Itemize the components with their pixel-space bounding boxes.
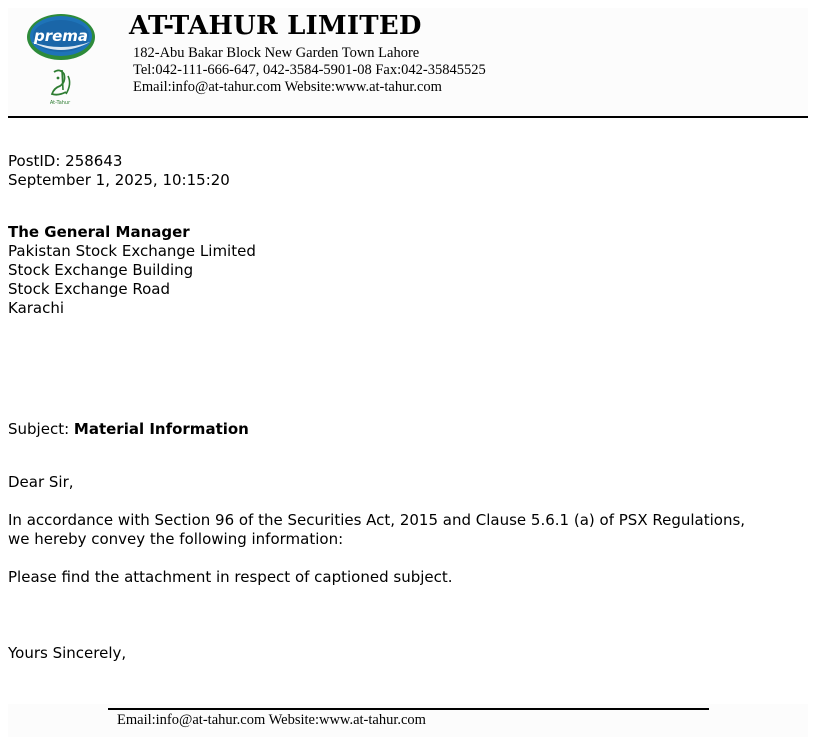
company-name: AT-TAHUR LIMITED xyxy=(129,11,422,41)
footer-contact: Email:info@at-tahur.com Website:www.at-tahur.com xyxy=(117,712,426,728)
footer-divider xyxy=(108,708,709,710)
salutation: Dear Sir, xyxy=(8,473,74,491)
header-divider xyxy=(8,116,808,118)
post-id: PostID: 258643 xyxy=(8,152,123,170)
recipient-line-3: Stock Exchange Road xyxy=(8,280,170,298)
footer xyxy=(8,704,808,737)
recipient-line-1: Pakistan Stock Exchange Limited xyxy=(8,242,256,260)
subject-line xyxy=(8,420,249,439)
prema-logo xyxy=(26,12,96,62)
company-address: 182-Abu Bakar Block New Garden Town Lahore xyxy=(133,45,420,61)
at-tahur-logo xyxy=(40,66,80,106)
recipient-line-4: Karachi xyxy=(8,299,65,317)
body-paragraph-2: Please find the attachment in respect of captioned subject. xyxy=(8,568,453,586)
company-phone: Tel:042-111-666-647, 042-3584-5901-08 Fax:042-35845525 xyxy=(133,62,486,78)
recipient-line-2: Stock Exchange Building xyxy=(8,261,194,279)
at-tahur-logo-caption: At-Tahur xyxy=(49,100,71,106)
closing: Yours Sincerely, xyxy=(8,644,127,662)
post-datetime: September 1, 2025, 10:15:20 xyxy=(8,171,230,189)
prema-logo-text: prema xyxy=(33,27,89,45)
subject-value: Material Information xyxy=(73,420,249,438)
company-email-website: Email:info@at-tahur.com Website:www.at-tahur.com xyxy=(133,79,442,95)
body-paragraph-1-line-2: we hereby convey the following information: xyxy=(8,530,344,548)
letterhead xyxy=(8,8,808,116)
recipient-title: The General Manager xyxy=(8,223,190,241)
subject-label: Subject: xyxy=(8,420,74,438)
body-paragraph-1-line-1: In accordance with Section 96 of the Securities Act, 2015 and Clause 5.6.1 (a) of PSX Regulations, xyxy=(8,511,746,529)
